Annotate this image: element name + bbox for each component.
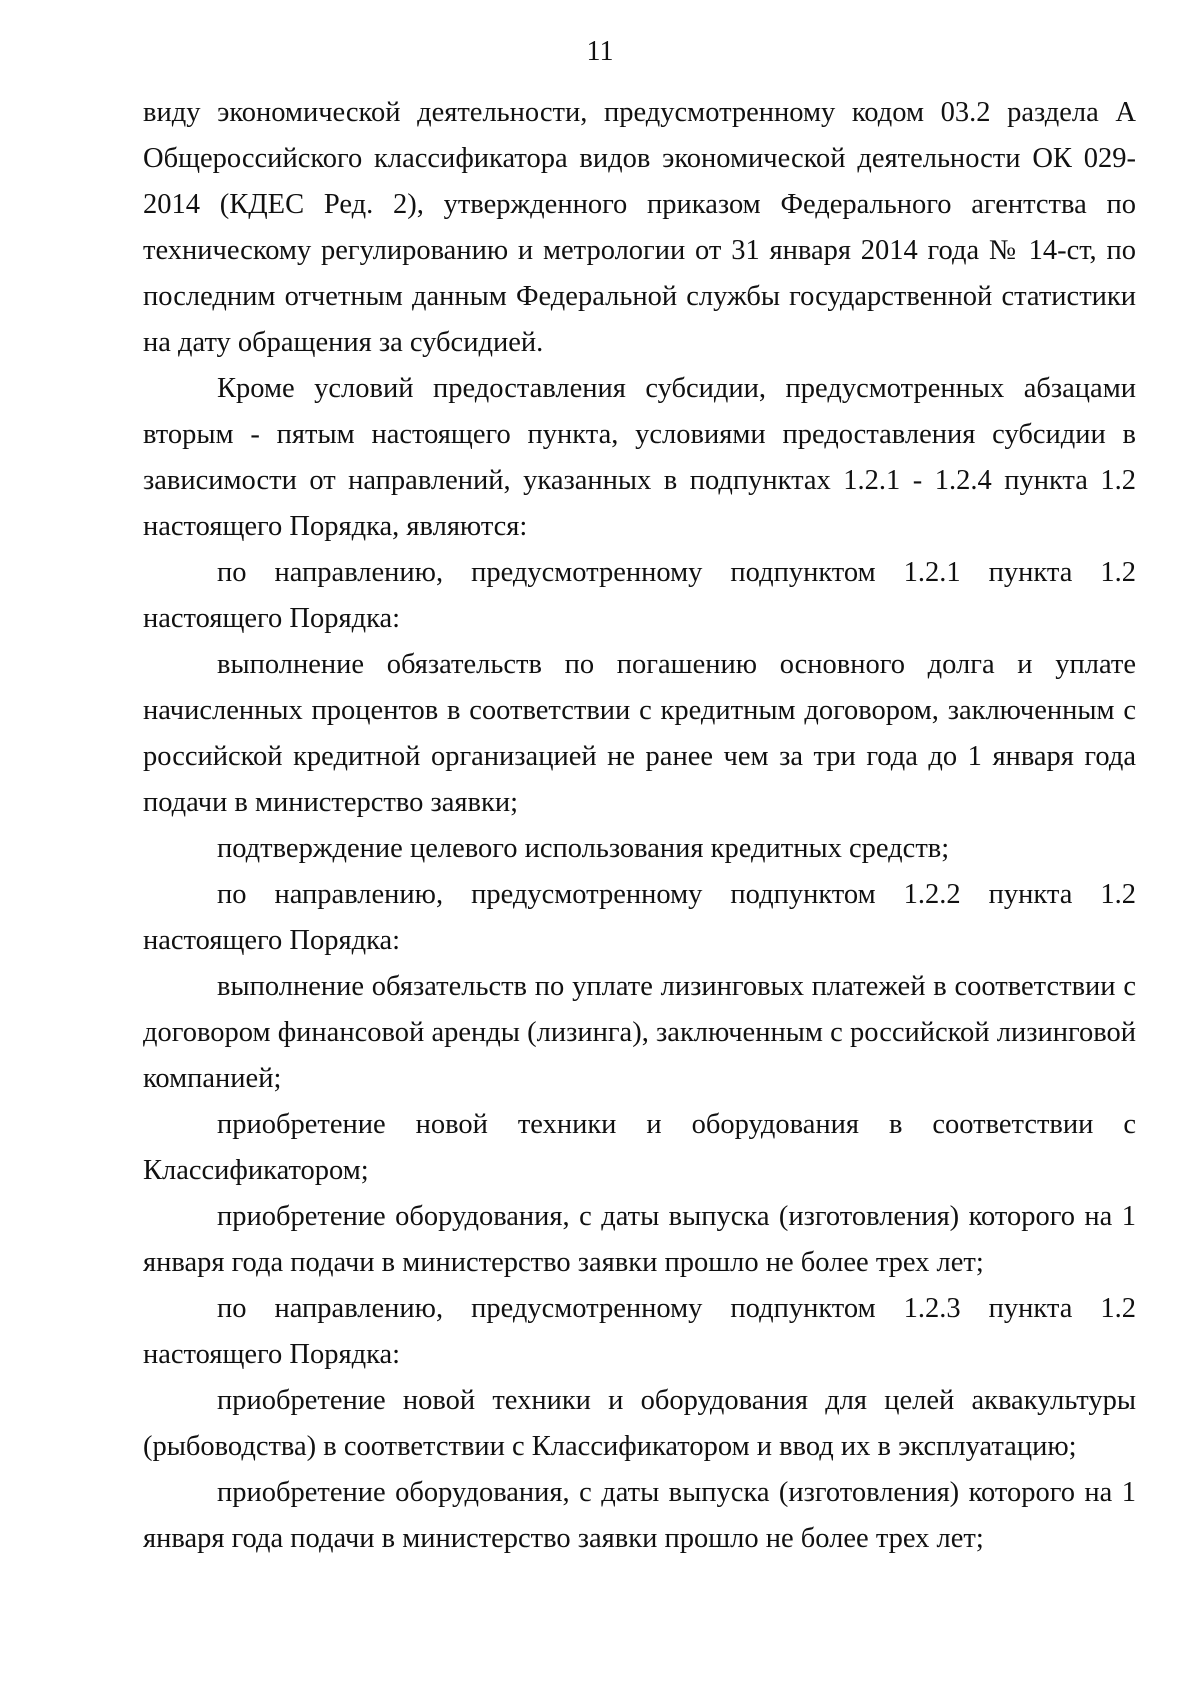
paragraph-12: приобретение оборудования, с даты выпуска (изготовления) которого на 1 января года подачи в министерство заявки прошло не более трех лет; [143,1477,1136,1554]
paragraph-11: приобретение новой техники и оборудования для целей аквакультуры (рыбоводства) в соответствии с Классификатором и ввод их в эксплуатацию; [143,1385,1136,1462]
paragraph-8: приобретение новой техники и оборудования в соответствии с Классификатором; [143,1109,1136,1186]
paragraph-3: по направлению, предусмотренному подпунктом 1.2.1 пункта 1.2 настоящего Порядка: [143,557,1136,634]
paragraph-5: подтверждение целевого использования кредитных средств; [217,833,950,864]
page-number: 11 [586,36,614,67]
paragraph-2: Кроме условий предоставления субсидии, предусмотренных абзацами вторым - пятым настоящего пункта, условиями предоставления субсидии в зависимости от направлений, указанных в подпунктах 1.2.1 - 1.2.4 пункта 1.2 настоящего Порядка, являются: [143,373,1136,542]
document-body [143,90,1136,1562]
paragraph-7: выполнение обязательств по уплате лизинговых платежей в соответствии с договором финансовой аренды (лизинга), заключенным с российской лизинговой компанией; [143,971,1136,1094]
paragraph-9: приобретение оборудования, с даты выпуска (изготовления) которого на 1 января года подачи в министерство заявки прошло не более трех лет; [143,1201,1136,1278]
paragraph-4: выполнение обязательств по погашению основного долга и уплате начисленных процентов в соответствии с кредитным договором, заключенным с российской кредитной организацией не ранее чем за три года до 1 января года подачи в министерство заявки; [143,649,1136,818]
paragraph-1: виду экономической деятельности, предусмотренному кодом 03.2 раздела А Общероссийского классификатора видов экономической деятельности ОК 029-2014 (КДЕС Ред. 2), утвержденного приказом Федерального агентства по техническому регулированию и метрологии от 31 января 2014 года № 14-ст, по последним отчетным данным Федеральной службы государственной статистики на дату обращения за субсидией. [143,97,1136,358]
paragraph-10: по направлению, предусмотренному подпунктом 1.2.3 пункта 1.2 настоящего Порядка: [143,1293,1136,1370]
paragraph-6: по направлению, предусмотренному подпунктом 1.2.2 пункта 1.2 настоящего Порядка: [143,879,1136,956]
